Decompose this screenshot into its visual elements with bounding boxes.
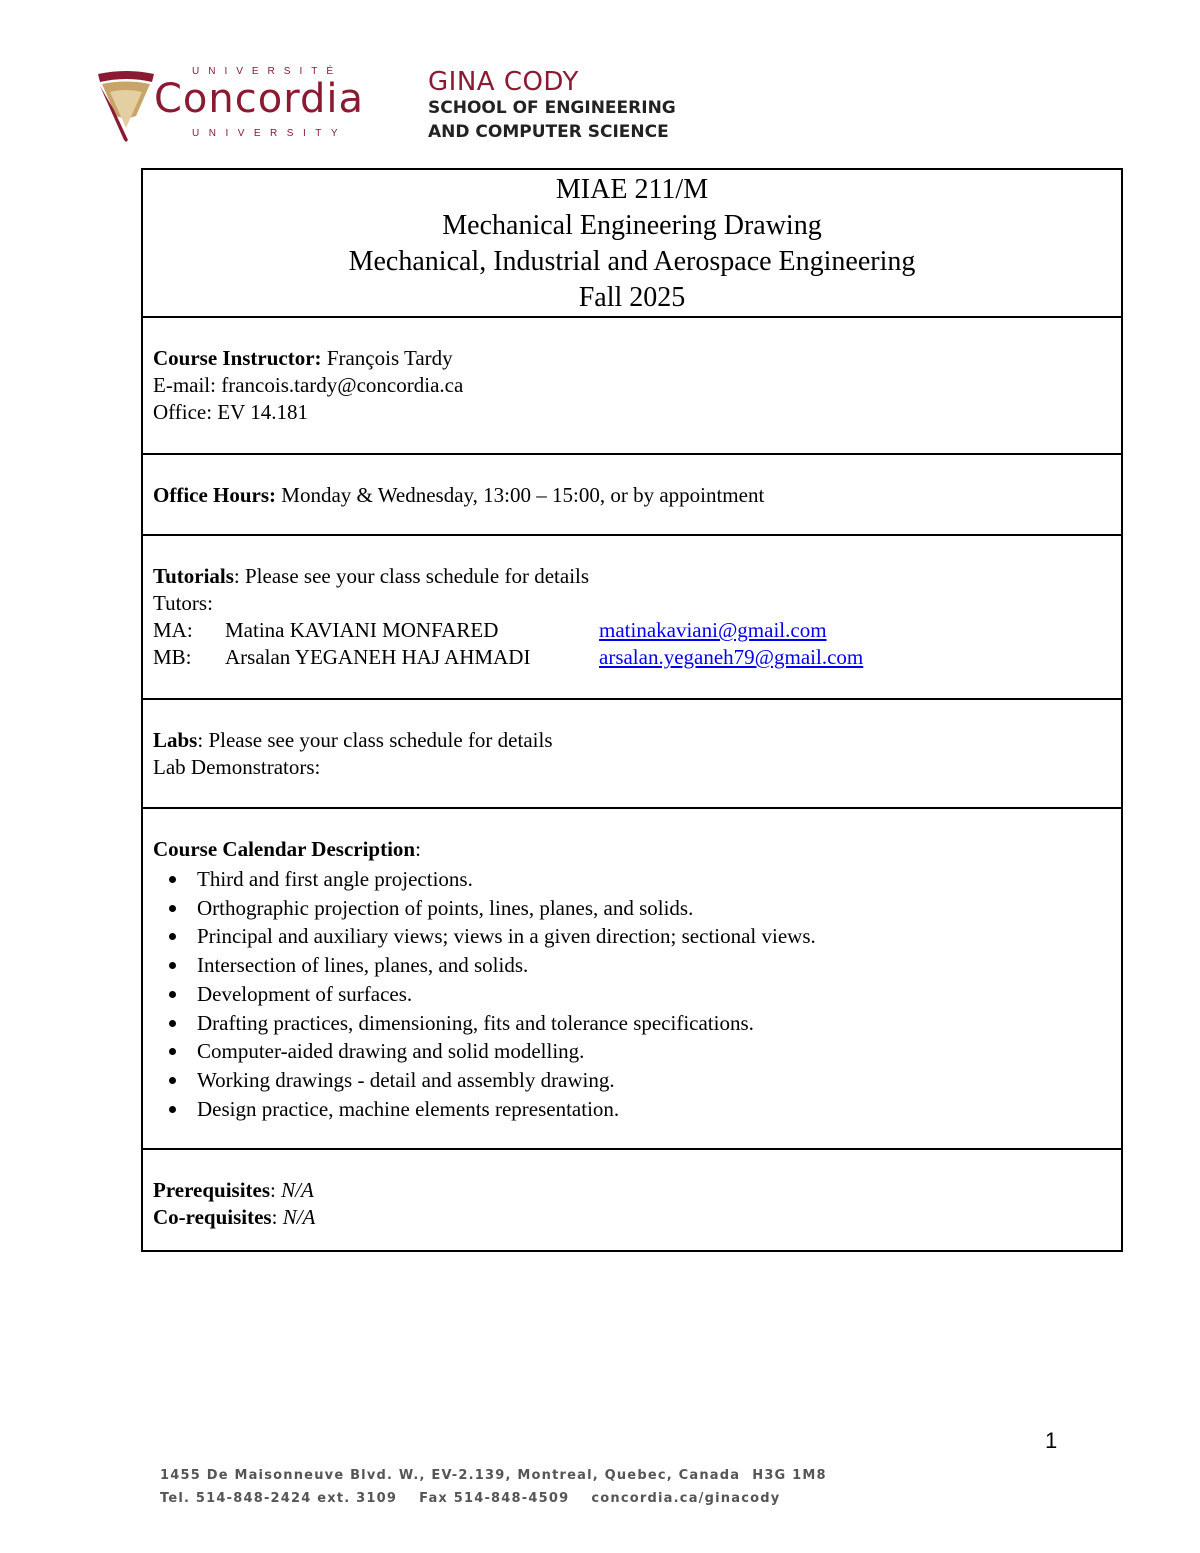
labs-line bbox=[153, 727, 1111, 754]
concordia-wordmark: Concordia bbox=[154, 76, 364, 122]
list-item: Drafting practices, dimensioning, fits and tolerance specifications. bbox=[197, 1009, 1111, 1038]
labs-cell bbox=[142, 699, 1122, 808]
footer-address-line bbox=[160, 1464, 827, 1487]
tutor-row bbox=[153, 617, 1111, 644]
labs-row bbox=[142, 699, 1122, 808]
universite-text: UNIVERSITÉ bbox=[192, 66, 343, 77]
tutor-email-link[interactable]: matinakaviani@gmail.com bbox=[599, 618, 827, 642]
labs-label: Labs bbox=[153, 728, 198, 752]
lab-demonstrators-label: Lab Demonstrators: bbox=[153, 755, 321, 779]
office-hours-row bbox=[142, 454, 1122, 535]
footer-contact-line bbox=[160, 1487, 827, 1510]
prerequisites-colon: : bbox=[270, 1178, 282, 1202]
prerequisites-value: N/A bbox=[281, 1178, 314, 1202]
requisites-row bbox=[142, 1149, 1122, 1251]
description-row bbox=[142, 808, 1122, 1149]
tutor-email-link[interactable]: arsalan.yeganeh79@gmail.com bbox=[599, 645, 864, 669]
school-line-2: AND COMPUTER SCIENCE bbox=[428, 122, 669, 142]
description-list bbox=[153, 865, 1111, 1123]
gina-cody-logo bbox=[428, 68, 676, 144]
tutor-code: MB: bbox=[153, 645, 192, 669]
corequisites-value: N/A bbox=[282, 1205, 316, 1229]
school-line-1: SCHOOL OF ENGINEERING bbox=[428, 98, 676, 118]
concordia-logo bbox=[96, 66, 396, 146]
instructor-email: E-mail: francois.tardy@concordia.ca bbox=[153, 373, 464, 397]
requisites-cell bbox=[142, 1149, 1122, 1251]
course-code: MIAE 211/M bbox=[555, 174, 709, 205]
prerequisites-line bbox=[153, 1177, 1111, 1204]
list-item: Development of surfaces. bbox=[197, 980, 1111, 1009]
description-cell bbox=[142, 808, 1122, 1149]
office-hours-value: Monday & Wednesday, 13:00 – 15:00, or by appointment bbox=[276, 483, 765, 507]
labs-value: : Please see your class schedule for details bbox=[197, 728, 553, 752]
prerequisites-label: Prerequisites bbox=[153, 1178, 271, 1202]
footer-tel: Tel. 514-848-2424 ext. 3109 bbox=[160, 1491, 398, 1506]
page-footer bbox=[160, 1464, 827, 1510]
corequisites-label: Co-requisites bbox=[153, 1205, 272, 1229]
instructor-office: Office: EV 14.181 bbox=[153, 400, 308, 424]
instructor-row bbox=[142, 317, 1122, 454]
page-header bbox=[96, 66, 696, 150]
gina-cody-title: GINA CODY bbox=[428, 67, 579, 97]
instructor-line bbox=[153, 345, 1111, 372]
corequisites-line bbox=[153, 1204, 1111, 1231]
term: Fall 2025 bbox=[578, 282, 686, 313]
title-row bbox=[142, 169, 1122, 317]
tutors-label: Tutors: bbox=[153, 591, 213, 615]
instructor-cell bbox=[142, 317, 1122, 454]
tutorials-line bbox=[153, 563, 1111, 590]
tutor-name: Arsalan YEGANEH HAJ AHMADI bbox=[225, 645, 531, 669]
tutor-code: MA: bbox=[153, 618, 193, 642]
tutor-name: Matina KAVIANI MONFARED bbox=[225, 618, 499, 642]
department-name: Mechanical, Industrial and Aerospace Engineering bbox=[348, 246, 916, 277]
page-number: 1 bbox=[1045, 1428, 1058, 1453]
office-hours-label: Office Hours: bbox=[153, 483, 277, 507]
title-cell bbox=[142, 169, 1122, 317]
footer-address: 1455 De Maisonneuve Blvd. W., EV-2.139, Montreal, Quebec, Canada bbox=[160, 1468, 741, 1483]
list-item: Design practice, machine elements representation. bbox=[197, 1095, 1111, 1124]
tutorials-value: : Please see your class schedule for details bbox=[233, 564, 590, 588]
list-item: Orthographic projection of points, lines, planes, and solids. bbox=[197, 894, 1111, 923]
tutor-row bbox=[153, 644, 1111, 671]
list-item: Third and first angle projections. bbox=[197, 865, 1111, 894]
footer-web: concordia.ca/ginacody bbox=[591, 1491, 781, 1506]
office-hours-cell bbox=[142, 454, 1122, 535]
description-colon: : bbox=[415, 837, 421, 861]
course-name: Mechanical Engineering Drawing bbox=[442, 210, 822, 241]
footer-postal: H3G 1M8 bbox=[752, 1468, 827, 1483]
list-item: Intersection of lines, planes, and solids. bbox=[197, 951, 1111, 980]
list-item: Computer-aided drawing and solid modelling. bbox=[197, 1037, 1111, 1066]
concordia-shield-icon bbox=[96, 70, 156, 144]
corequisites-colon: : bbox=[271, 1205, 283, 1229]
footer-fax: Fax 514-848-4509 bbox=[419, 1491, 570, 1506]
instructor-label: Course Instructor: bbox=[153, 346, 322, 370]
tutorials-cell bbox=[142, 535, 1122, 699]
description-heading bbox=[153, 836, 1111, 863]
tutorials-label: Tutorials bbox=[153, 564, 234, 588]
instructor-name: François Tardy bbox=[321, 346, 453, 370]
tutorials-row bbox=[142, 535, 1122, 699]
list-item: Principal and auxiliary views; views in a given direction; sectional views. bbox=[197, 922, 1111, 951]
description-label: Course Calendar Description bbox=[153, 837, 416, 861]
university-text: UNIVERSITY bbox=[192, 128, 348, 139]
course-info-table bbox=[141, 168, 1123, 1252]
list-item: Working drawings - detail and assembly drawing. bbox=[197, 1066, 1111, 1095]
